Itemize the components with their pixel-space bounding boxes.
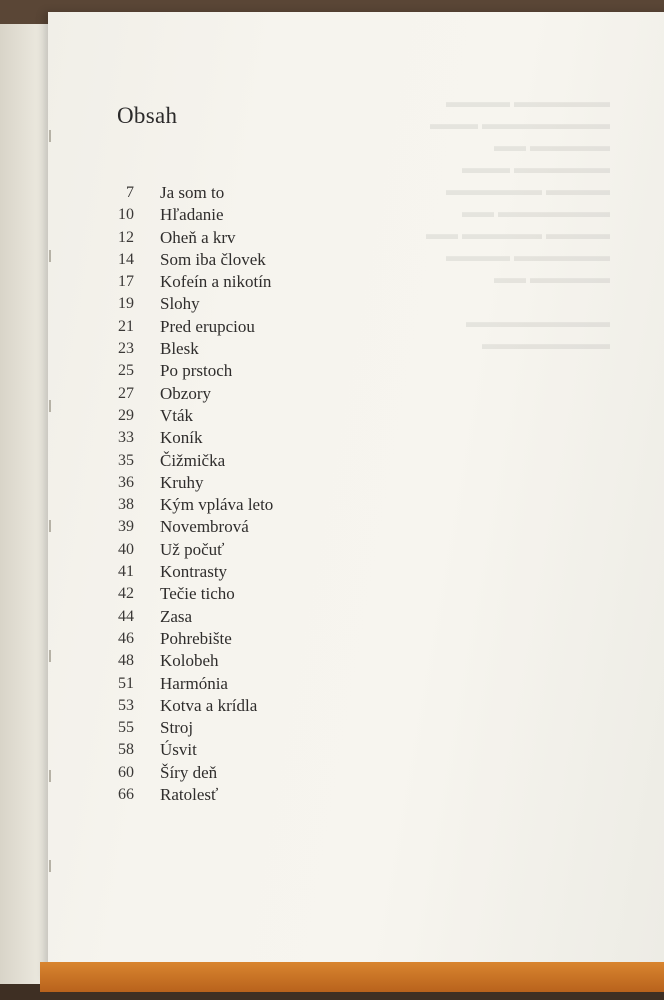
toc-entry-title: Obzory [160,383,211,403]
binding-stitch [49,770,51,782]
toc-entry [100,516,340,538]
toc-page-number: 60 [118,763,134,781]
toc-entry [100,739,340,761]
toc-entry [100,293,340,315]
toc-page-number: 39 [118,518,134,536]
toc-page-number: 17 [118,273,134,291]
toc-entry-title: Novembrová [160,517,249,537]
toc-entry-title: Hľadanie [160,205,224,225]
binding-stitch [49,520,51,532]
toc-page-number: 53 [118,696,134,714]
toc-page-number: 46 [118,629,134,647]
toc-entry [100,762,340,784]
toc-entry-title: Po prstoch [160,361,233,381]
toc-entry-title: Som iba človek [160,249,266,269]
toc-page-number: 33 [118,429,134,447]
toc-entry [100,204,340,226]
toc-page-number: 7 [126,184,134,201]
toc-entry [100,316,340,338]
binding-stitch [49,650,51,662]
toc-entry-title: Tečie ticho [160,584,235,604]
toc-entry-title: Zasa [160,606,193,626]
toc-page-number: 58 [118,741,134,759]
toc-entry-title: Už počuť [160,539,225,559]
toc-entry [100,784,340,806]
toc-page-number: 66 [118,786,134,804]
toc-entry [100,383,340,405]
toc-page-number: 10 [118,206,134,224]
toc-entry [100,249,340,271]
toc-entry-title: Kotva a krídla [160,695,258,715]
toc-entry-title: Kontrasty [160,562,228,582]
toc-entry [100,182,340,204]
binding-stitch [49,860,51,872]
toc-entry-title: Ratolesť [160,785,219,805]
toc-entry [100,583,340,605]
toc-page-number: 55 [118,719,134,737]
toc-page-number: 51 [118,674,134,692]
toc-entry-title: Harmónia [160,673,228,693]
toc-page-number: 38 [118,496,134,514]
toc-page-number: 35 [118,451,134,469]
toc-entry [100,427,340,449]
toc-page-number: 14 [118,250,134,268]
toc-entry [100,673,340,695]
toc-page-number: 36 [118,473,134,491]
toc-entry [100,650,340,672]
toc-entry-title: Pred erupciou [160,316,255,336]
toc-entry-title: Ja som to [160,183,225,202]
book-cover-edge [40,962,664,992]
toc-entry-title: Slohy [160,294,200,314]
toc-entry-title: Kofeín a nikotín [160,272,272,292]
toc-page-number: 12 [118,228,134,246]
toc-entry [100,472,340,494]
toc-entry [100,338,340,360]
toc-entry [100,628,340,650]
toc-entry [100,360,340,382]
toc-entry [100,717,340,739]
toc-entry [100,695,340,717]
toc-entry-title: Šíry deň [160,762,218,782]
toc-entry [100,271,340,293]
toc-page-number: 44 [118,607,134,625]
toc-entry-title: Stroj [160,718,194,738]
toc-entry-title: Koník [160,428,203,448]
toc-entry-title: Čižmička [160,450,226,470]
toc-entry [100,606,340,628]
toc-page-number: 42 [118,585,134,603]
toc-page-number: 48 [118,652,134,670]
toc-page-number: 40 [118,540,134,558]
toc-entry-title: Oheň a krv [160,227,236,247]
toc-page-number: 23 [118,340,134,358]
show-through-text: ▬▬▬▬▬▬ ▬▬▬▬ ▬▬▬▬▬▬▬▬ ▬▬▬ ▬▬▬▬▬ ▬▬ ▬▬▬▬▬▬ ▬▬▬ ▬▬▬▬ ▬▬▬▬▬▬ ▬▬▬▬▬▬▬ ▬▬ ▬▬▬▬ ▬▬▬▬▬ ▬▬ ▬▬▬▬▬▬ ▬▬▬▬ ▬▬▬▬▬ ▬▬ ▬▬▬▬▬▬▬▬▬ ▬▬▬▬▬▬▬▬ [426,94,610,353]
binding-stitch [49,130,51,142]
toc-entry [100,450,340,472]
toc-page-number: 29 [118,406,134,424]
binding-stitch [49,400,51,412]
toc-entry [100,405,340,427]
toc-entry [100,539,340,561]
toc-entry-title: Kolobeh [160,651,219,671]
toc-entry-title: Kým vpláva leto [160,495,274,515]
toc-entry-title: Úsvit [160,740,197,760]
toc-entry-title: Kruhy [160,472,204,492]
toc-entry [100,494,340,516]
toc-page-number: 41 [118,563,134,581]
page-title: Obsah [117,103,178,128]
toc-entry-title: Vták [160,405,194,425]
toc-entry-title: Pohrebište [160,628,232,648]
toc-entry [100,227,340,249]
binding-stitch [49,250,51,262]
toc-page-number: 27 [118,384,134,402]
toc-entry [100,561,340,583]
toc-page-number: 19 [118,295,134,313]
table-of-contents [100,182,340,806]
toc-page-number: 25 [118,362,134,380]
toc-page-number: 21 [118,317,134,335]
toc-entry-title: Blesk [160,339,199,359]
